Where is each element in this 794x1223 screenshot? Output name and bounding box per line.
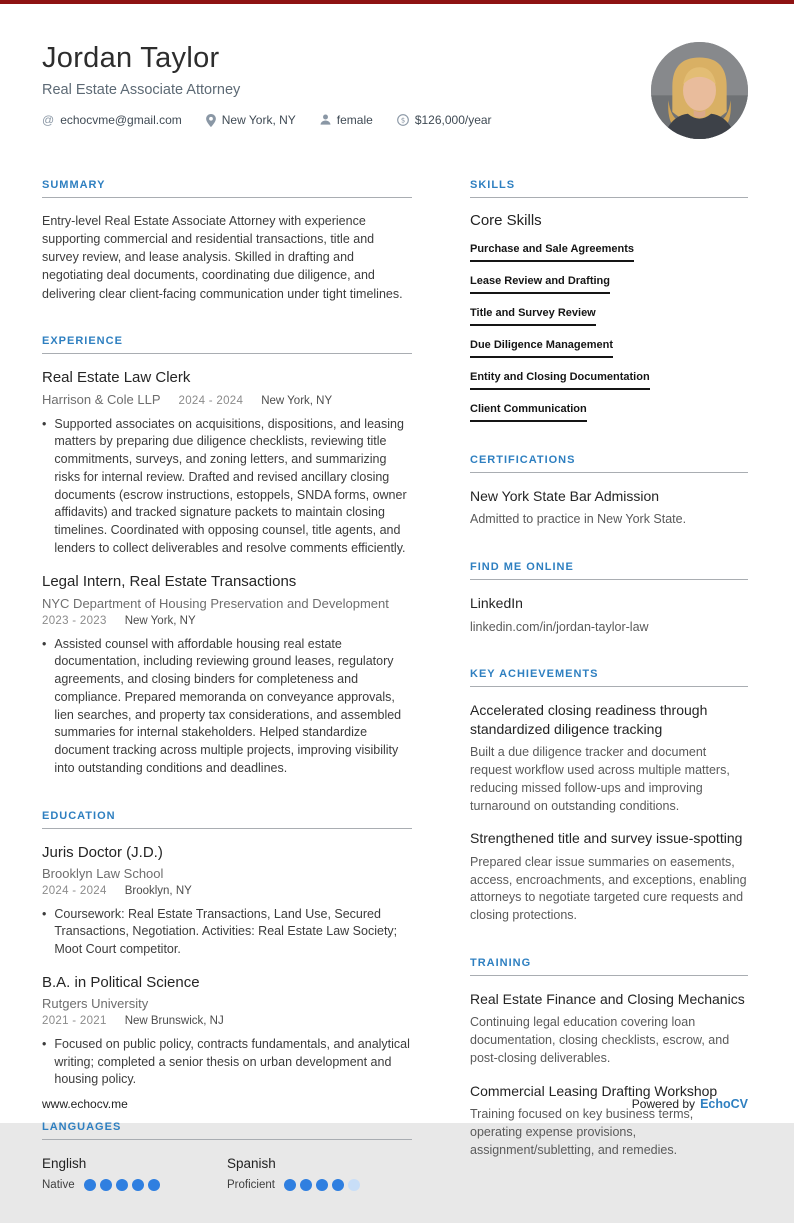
education-school: Brooklyn Law School	[42, 865, 164, 881]
bullet-marker: •	[42, 1036, 47, 1051]
section-divider	[42, 1139, 412, 1140]
certification-description: Admitted to practice in New York State.	[470, 512, 687, 527]
education-heading: EDUCATION	[42, 809, 116, 822]
svg-text:$: $	[400, 116, 406, 125]
left-column	[42, 179, 412, 1223]
candidate-name: Jordan Taylor	[42, 42, 220, 74]
experience-location: New York, NY	[261, 394, 333, 407]
section-skills	[470, 179, 748, 422]
contact-location-text: New York, NY	[221, 113, 296, 127]
experience-dates: 2024 - 2024	[178, 394, 244, 407]
online-url[interactable]: linkedin.com/in/jordan-taylor-law	[470, 619, 649, 634]
page-footer	[42, 1097, 748, 1111]
contact-salary	[397, 113, 492, 127]
language-name: English	[42, 1156, 87, 1172]
certifications-heading: CERTIFICATIONS	[470, 454, 576, 466]
avatar	[651, 42, 748, 139]
echocv-brand-link[interactable]: EchoCV	[700, 1097, 748, 1111]
proficiency-dot	[284, 1179, 296, 1191]
training-title: Commercial Leasing Drafting Workshop	[470, 1082, 718, 1099]
training-description: Training focused on key business terms, operating expense provisions, assignment/subletting, and remedies.	[470, 1107, 694, 1157]
proficiency-dot	[148, 1179, 160, 1191]
skills-heading: SKILLS	[470, 179, 516, 191]
section-divider	[470, 975, 748, 976]
proficiency-dot	[332, 1179, 344, 1191]
contact-salary-text: $126,000/year	[414, 113, 492, 127]
experience-meta	[42, 596, 412, 627]
achievement-title: Strengthened title and survey issue-spotting	[470, 830, 743, 847]
achievement-description: Built a due diligence tracker and document request workflow used across multiple matters, reducing missed follow-ups and improving turnaround on outstanding conditions.	[470, 745, 730, 813]
contact-location	[206, 113, 296, 127]
achievement-item	[470, 701, 748, 815]
experience-bullet-text: Supported associates on acquisitions, dispositions, and leasing matters by preparing due diligence checklists, reviewing title commitments, surveys, and zoning letters, and summarizing risks for internal review. Drafted and revised ancillary closing documents (escrow instructions, estoppels, SNDA forms, owner affidavits) and tracked signature packets to maintain closing timelines. Coordinated with opposing counsel, title agents, and lenders to collect deliverables and resolve comments efficiently.	[54, 416, 407, 555]
contact-gender-text: female	[336, 113, 373, 127]
powered-by	[632, 1097, 748, 1111]
section-divider	[42, 828, 412, 829]
language-level: Native	[42, 1179, 75, 1192]
avatar-portrait-illustration	[651, 42, 748, 139]
education-dates: 2021 - 2021	[42, 1014, 107, 1027]
experience-company: Harrison & Cole LLP	[42, 391, 161, 407]
section-key-achievements	[470, 668, 748, 924]
experience-item	[42, 369, 412, 558]
experience-bullet-text: Assisted counsel with affordable housing real estate documentation, including reviewing ground leases, regulatory agreements, and closing binders for completeness and compliance. Prepared memoranda on conveyance approvals, lien searches, and property tax considerations, and assembled summaries for internal stakeholders. Helped standardize document tracking across multiple projects, improving visibility into outstanding conditions and deadlines.	[54, 636, 402, 775]
header	[0, 4, 794, 127]
training-item	[470, 990, 748, 1068]
certification-item	[470, 487, 748, 529]
footer-site-link[interactable]: www.echocv.me	[42, 1097, 128, 1111]
contact-email-text[interactable]: echocvme@gmail.com	[60, 113, 182, 127]
section-divider	[470, 472, 748, 473]
section-training	[470, 957, 748, 1159]
email-icon: @	[42, 113, 55, 127]
section-divider	[42, 353, 412, 354]
section-divider	[42, 197, 412, 198]
experience-bullet	[42, 416, 412, 558]
section-languages	[42, 1121, 412, 1191]
online-item	[470, 594, 748, 636]
online-heading: FIND ME ONLINE	[470, 561, 574, 574]
education-bullet	[42, 906, 412, 959]
content-columns	[0, 179, 794, 1223]
candidate-job-title: Real Estate Associate Attorney	[42, 82, 241, 98]
section-divider	[470, 197, 748, 198]
language-row	[42, 1179, 227, 1191]
summary-heading: SUMMARY	[42, 179, 106, 191]
skills-group-title: Core Skills	[470, 212, 542, 229]
experience-company: NYC Department of Housing Preservation and Development	[42, 595, 389, 611]
experience-item	[42, 573, 412, 778]
section-experience	[42, 335, 412, 778]
proficiency-dot	[116, 1179, 128, 1191]
skills-tag-list	[470, 243, 748, 422]
section-certifications	[470, 454, 748, 529]
skill-tag: Title and Survey Review	[470, 307, 596, 326]
training-heading: TRAINING	[470, 956, 532, 969]
proficiency-dot	[316, 1179, 328, 1191]
education-location: New Brunswick, NJ	[124, 1014, 224, 1027]
bullet-marker: •	[42, 636, 47, 651]
section-divider	[470, 579, 748, 580]
skill-tag: Lease Review and Drafting	[470, 275, 610, 294]
experience-dates: 2023 - 2023	[42, 614, 107, 627]
online-label: LinkedIn	[470, 595, 523, 612]
education-item	[42, 844, 412, 959]
education-degree: Juris Doctor (J.D.)	[42, 843, 163, 861]
section-divider	[470, 686, 748, 687]
skill-tag: Client Communication	[470, 403, 587, 422]
language-proficiency-dots	[284, 1179, 360, 1191]
achievement-description: Prepared clear issue summaries on easements, access, encroachments, and exceptions, enabling attorneys to negotiate targeted cure requests and closing protections.	[470, 854, 747, 923]
education-bullet-text: Focused on public policy, contracts fundamentals, and analytical writing; completed a senior thesis on urban development and housing policy.	[54, 1036, 410, 1087]
contact-email	[42, 113, 182, 127]
language-item	[227, 1156, 412, 1191]
location-icon	[206, 114, 216, 127]
education-bullet-text: Coursework: Real Estate Transactions, Land Use, Secured Transactions, Negotiation. Activities: Real Estate Law Society; Moot Court competitor.	[54, 906, 398, 957]
language-level: Proficient	[227, 1179, 275, 1192]
right-column	[470, 179, 748, 1223]
experience-job-title: Legal Intern, Real Estate Transactions	[42, 572, 297, 590]
experience-location: New York, NY	[124, 614, 196, 627]
education-meta	[42, 885, 412, 897]
bullet-marker: •	[42, 416, 47, 431]
education-school: Rutgers University	[42, 995, 149, 1011]
education-location: Brooklyn, NY	[124, 884, 192, 897]
education-degree: B.A. in Political Science	[42, 973, 200, 991]
bullet-marker: •	[42, 906, 47, 921]
proficiency-dot	[348, 1179, 360, 1191]
achievement-item	[470, 829, 748, 924]
powered-by-prefix: Powered by	[631, 1097, 696, 1111]
education-dates: 2024 - 2024	[42, 884, 107, 897]
achievements-heading: KEY ACHIEVEMENTS	[470, 668, 599, 681]
language-proficiency-dots	[84, 1179, 160, 1191]
achievement-title: Accelerated closing readiness through standardized diligence tracking	[470, 702, 708, 737]
language-row	[227, 1179, 412, 1191]
training-description: Continuing legal education covering loan documentation, closing checklists, escrow, and post-closing deliverables.	[470, 1015, 730, 1065]
skill-tag: Purchase and Sale Agreements	[470, 243, 634, 262]
languages-list	[42, 1156, 412, 1191]
skill-tag: Entity and Closing Documentation	[470, 371, 650, 390]
proficiency-dot	[132, 1179, 144, 1191]
training-item	[470, 1082, 748, 1160]
section-summary	[42, 179, 412, 303]
proficiency-dot	[84, 1179, 96, 1191]
education-item	[42, 974, 412, 1089]
education-bullet	[42, 1036, 412, 1089]
section-education	[42, 810, 412, 1090]
skill-tag: Due Diligence Management	[470, 339, 613, 358]
proficiency-dot	[100, 1179, 112, 1191]
training-title: Real Estate Finance and Closing Mechanics	[470, 990, 745, 1007]
person-icon	[320, 114, 331, 126]
experience-meta	[42, 392, 412, 407]
summary-text: Entry-level Real Estate Associate Attorney with experience supporting commercial and residential transactions, title and survey review, and lease analysis. Skilled in drafting and negotiating deal documents, coordinating due diligence, and delivering clear client-facing communication under tight timelines.	[42, 214, 403, 301]
language-name: Spanish	[227, 1156, 276, 1172]
contact-gender	[320, 113, 373, 127]
salary-icon	[397, 114, 409, 126]
contact-row	[42, 113, 748, 127]
certification-name: New York State Bar Admission	[470, 488, 660, 504]
experience-job-title: Real Estate Law Clerk	[42, 368, 191, 386]
education-meta	[42, 1015, 412, 1027]
experience-bullet	[42, 636, 412, 778]
language-item	[42, 1156, 227, 1191]
languages-heading: LANGUAGES	[42, 1121, 122, 1134]
section-find-me-online	[470, 561, 748, 636]
experience-heading: EXPERIENCE	[42, 334, 123, 347]
proficiency-dot	[300, 1179, 312, 1191]
